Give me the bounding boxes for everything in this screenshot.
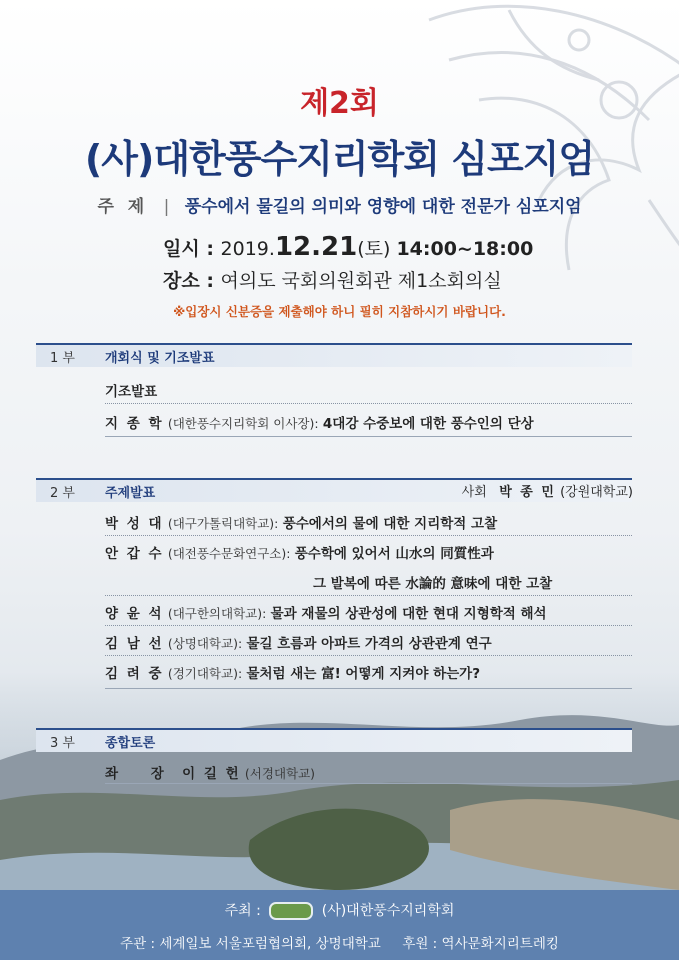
talk-row	[105, 632, 492, 652]
sponsor-label: 후원 :	[402, 936, 438, 952]
place-value: 여의도 국회의원회관 제1소회의실	[220, 270, 502, 292]
discussion-chair	[105, 762, 315, 782]
organizer-line	[0, 932, 679, 952]
divider	[105, 595, 632, 596]
moderator-name: 박 종 민	[499, 485, 556, 500]
theme-text: 풍수에서 물길의 의미와 영향에 대한 전문가 심포지엄	[184, 197, 582, 217]
society-logo-icon	[269, 902, 313, 920]
speaker-affiliation: (대한풍수지리학회 이사장):	[167, 416, 319, 431]
part3-number: 3 부	[50, 736, 75, 751]
part1-number: 1 부	[50, 351, 75, 366]
divider	[105, 783, 632, 784]
talk-row	[105, 602, 547, 622]
moderator-label: 사회	[461, 485, 487, 500]
sponsor-value: 역사문화지리트레킹	[441, 936, 559, 952]
talk-row	[105, 542, 494, 562]
edition-label: 제2회	[300, 86, 379, 121]
divider	[105, 403, 632, 404]
speaker-affiliation: (상명대학교):	[167, 636, 243, 651]
page-title: (사)대한풍수지리학회 심포지엄	[84, 137, 595, 181]
date-year: 2019.	[220, 238, 275, 260]
speaker-affiliation: (경기대학교):	[167, 666, 243, 681]
place-label: 장소 :	[163, 270, 221, 292]
event-date	[163, 232, 533, 262]
speaker-affiliation: (대구한의대학교):	[167, 606, 267, 621]
moderator-affiliation: (강원대학교)	[560, 485, 633, 500]
date-label: 일시 :	[163, 238, 221, 260]
speaker-name: 지 종 학	[105, 416, 164, 432]
theme-separator: |	[163, 197, 170, 217]
organizer-value: 세계일보 서울포럼협의회, 상명대학교	[159, 936, 381, 952]
id-notice: ※입장시 신분증을 제출해야 하니 필히 지참하시기 바랍니다.	[173, 304, 506, 319]
talk-topic: 물처럼 새는 富! 어떻게 지켜야 하는가?	[246, 666, 481, 682]
part1-talk	[105, 412, 534, 432]
talk-topic: 그 발복에 따른 水論的 意味에 대한 고찰	[313, 576, 553, 592]
talk-topic: 풍수에서의 물에 대한 지리학적 고찰	[282, 516, 498, 532]
speaker-name: 안 갑 수	[105, 546, 164, 562]
speaker-name: 박 성 대	[105, 516, 164, 532]
part2-title: 주제발표	[105, 486, 156, 501]
host-label: 주최 :	[224, 903, 261, 919]
date-weekday: (토)	[357, 238, 391, 260]
chair-label: 좌 장	[105, 766, 178, 782]
speaker-name: 양 윤 석	[105, 606, 164, 622]
talk-topic: 4대강 수중보에 대한 풍수인의 단상	[322, 416, 534, 432]
part1-title: 개회식 및 기조발표	[105, 351, 215, 366]
speaker-affiliation: (대구가톨릭대학교):	[167, 516, 279, 531]
event-place	[163, 266, 502, 293]
divider	[105, 535, 632, 536]
talk-row	[105, 512, 497, 532]
date-time: 14:00~18:00	[396, 238, 534, 260]
chair-name: 이 길 헌	[182, 766, 241, 782]
speaker-name: 김 려 중	[105, 666, 164, 682]
talk-topic: 풍수학에 있어서 山水의 同質性과	[294, 546, 494, 562]
talk-row	[105, 662, 480, 682]
divider	[105, 436, 632, 437]
talk-row-continued	[313, 572, 552, 592]
theme-label: 주 제	[97, 197, 149, 217]
part2-number: 2 부	[50, 486, 75, 501]
part3-title: 종합토론	[105, 736, 156, 751]
moderator	[462, 481, 633, 500]
talk-topic: 물과 재물의 상관성에 대한 현대 지형학적 해석	[270, 606, 547, 622]
talk-topic: 물길 흐름과 아파트 가격의 상관관계 연구	[246, 636, 492, 652]
theme-line	[0, 192, 679, 217]
host-line	[0, 900, 679, 920]
divider	[105, 688, 632, 689]
speaker-affiliation: (대전풍수문화연구소):	[167, 546, 291, 561]
divider	[105, 625, 632, 626]
speaker-name: 김 남 선	[105, 636, 164, 652]
divider	[105, 655, 632, 656]
organizer-label: 주관 :	[120, 936, 156, 952]
host-name: (사)대한풍수지리학회	[321, 903, 455, 919]
chair-affiliation: (서경대학교)	[244, 766, 316, 781]
date-month-day: 12.21	[274, 232, 358, 262]
part1-subtitle: 기조발표	[105, 384, 158, 400]
